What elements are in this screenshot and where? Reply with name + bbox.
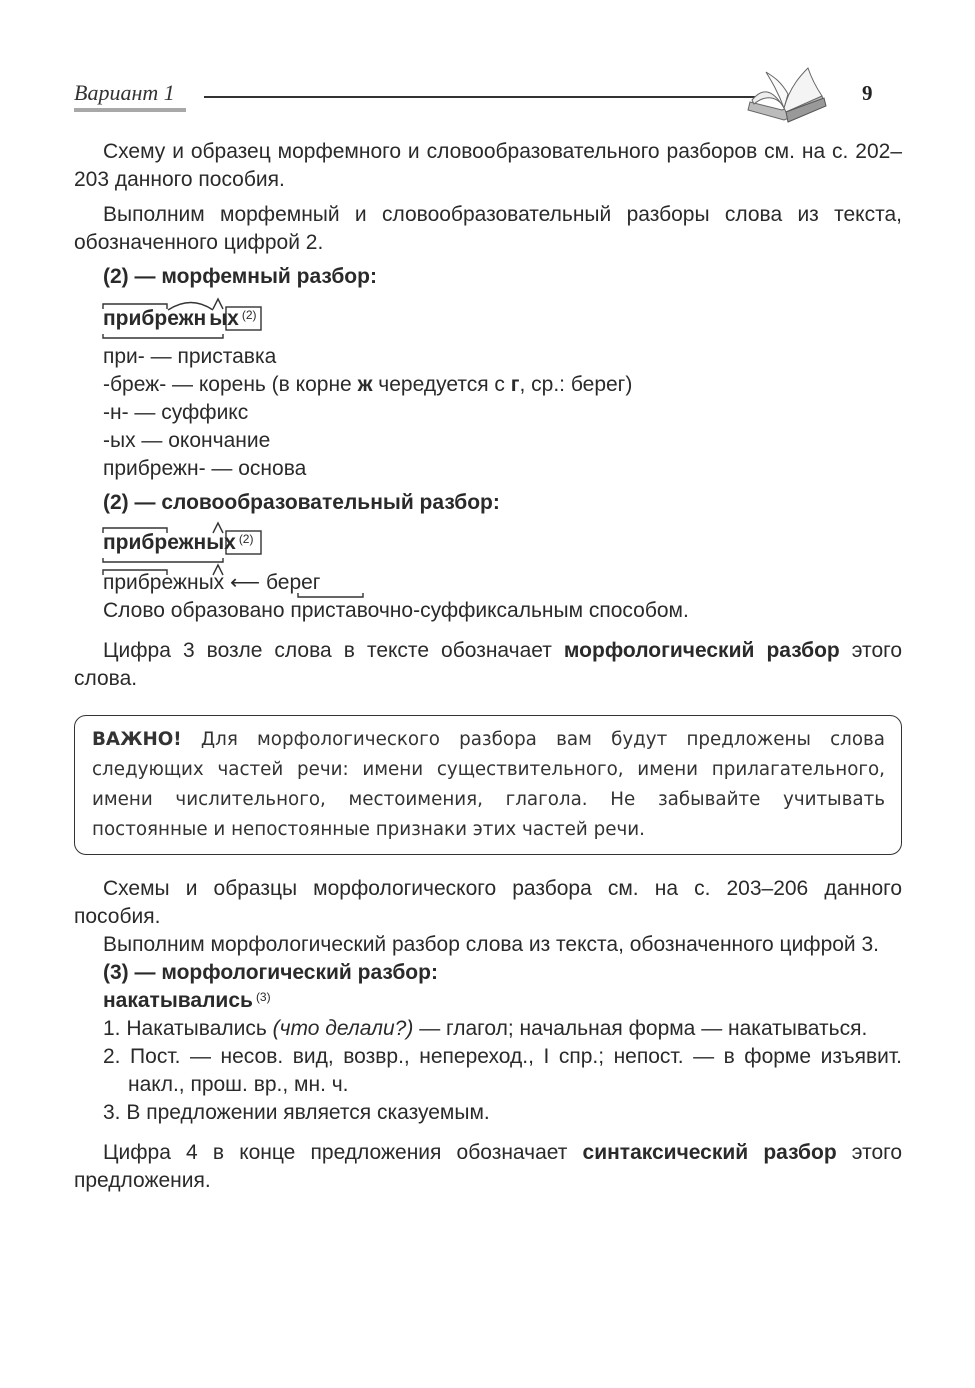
paragraph: Выполним морфемный и словообразовательный разборы слова из текста, обозначенного цифрой 2. [74,203,902,254]
section-heading: (3) — морфологический разбор: [103,961,438,984]
important-text: Для морфологического разбора вам будут предложены слова следующих частей речи: имени существительного, имени прилагательного, имени числительного, местоимения, глагола. Не забывайте учитывать постоянные и непостоянные признаки этих частей речи. [92,729,885,840]
morpheme-line: -ых — окончание [103,429,271,452]
page-number: 9 [862,81,873,105]
variant-underline [74,108,186,112]
page-header [74,78,904,118]
section-heading: (2) — морфемный разбор: [103,265,377,288]
morphemic-word: прибрежн ых $^{(2)}$ [103,307,257,330]
morphemic-word-block [74,297,902,343]
header-rule [204,96,764,98]
analyzed-word: накатывались $^{(3)}$ [103,989,271,1012]
arrow-left-icon: ⟵ [230,571,261,594]
important-label: ВАЖНО! [92,729,182,750]
list-item: 2. Пост. — несов. вид, возвр., непереход., I спр.; непост. — в форме изъявит. накл., прош. вр., мн. ч. [103,1045,902,1096]
list-item: 1. Накатывались (что делали?) — глагол; начальная форма — накатываться. [103,1017,868,1040]
paragraph: Цифра 3 возле слова в тексте обозначает морфологический разбор этого слова. [74,639,902,690]
variant-label: Вариант 1 [74,80,175,105]
derivation-conclusion: Слово образовано приставочно-суффиксальным способом. [103,599,689,622]
open-book-icon [742,66,832,126]
paragraph: Схемы и образцы морфологического разбора см. на с. 203–206 данного пособия. [74,877,902,928]
important-note-box [74,715,902,855]
morpheme-line: -бреж- — корень (в корне ж чередуется с г, ср.: берег) [103,373,633,396]
list-item: 3. В предложении является сказуемым. [103,1101,490,1124]
paragraph: Выполним морфологический разбор слова из текста, обозначенного цифрой 3. [103,933,880,956]
paragraph: Схему и образец морфемного и словообразовательного разборов см. на с. 202–203 данного пособия. [74,140,902,191]
morphological-list [74,1015,902,1127]
derivational-word-block [74,521,902,563]
section-heading: (2) — словообразовательный разбор: [103,491,500,514]
derivation-line: прибрежных ⟵ берег [103,571,321,594]
morpheme-line: -н- — суффикс [103,401,249,424]
derivational-word: прибрежных $^{(2)}$ [103,531,254,554]
paragraph: Цифра 4 в конце предложения обозначает синтаксический разбор этого предложения. [74,1141,903,1192]
derivation-chain [74,563,902,597]
morpheme-line: прибрежн- — основа [103,457,307,480]
page-body [74,138,902,1195]
morpheme-line: при- — приставка [103,345,277,368]
